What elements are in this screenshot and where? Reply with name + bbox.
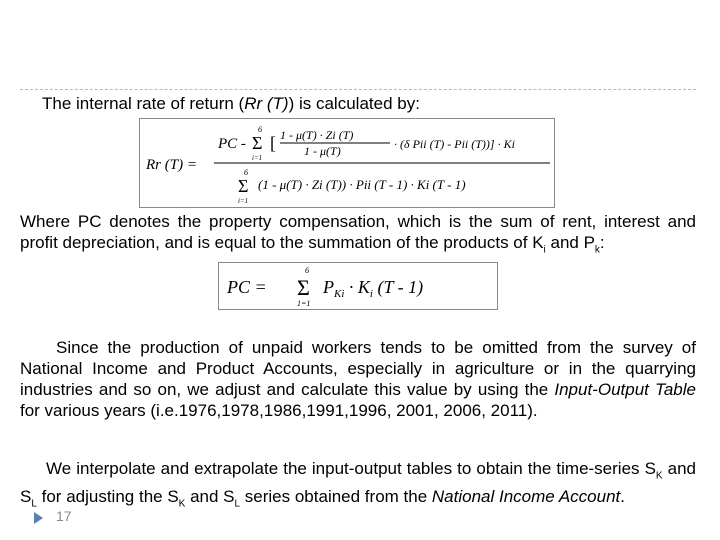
- sigma-2: Σ: [238, 176, 249, 196]
- irr-formula: [139, 118, 555, 208]
- pc-lhs: PC =: [227, 277, 267, 297]
- formula-lhs: Rr (T) =: [146, 157, 197, 173]
- pc-sum-top: 6: [305, 266, 309, 275]
- sum-bot-1: i=1: [252, 154, 263, 162]
- pc-sigma: Σ: [297, 275, 310, 300]
- para3-text-c: for adjusting the S: [36, 487, 179, 507]
- para2-text-b: for various years (i.e.1976,1978,1986,1991,1996, 2001, 2006, 2011).: [20, 401, 538, 420]
- para3-sub-l2: L: [234, 498, 241, 510]
- para1-text-b: and P: [545, 233, 595, 252]
- para2-text-a: Since the production of unpaid workers tends to be omitted from the survey of National Income and Product Accounts, especially in agriculture or in the quarrying industries and so on, we adjust and calculate this value by using the: [20, 338, 696, 399]
- heading-suffix: ) is calculated by:: [288, 94, 420, 113]
- para3-text-a: We interpolate and extrapolate the input-output tables to obtain the time-series S: [46, 459, 656, 478]
- para3-sub-k2: K: [178, 498, 186, 510]
- para3-italic: National Income Account: [431, 487, 621, 507]
- sum-bot-2: i=1: [238, 197, 249, 205]
- para3-sub-l: L: [31, 498, 37, 510]
- heading-prefix: The internal rate of return (: [42, 94, 245, 113]
- numerator-post: · (δ Pii (T) - Pii (T))] · Ki: [394, 137, 515, 151]
- para2-italic: Input-Output Table: [554, 380, 696, 399]
- para1-sub-k: k: [594, 244, 600, 256]
- slide-heading: [42, 94, 420, 114]
- para3-text-b: and S: [20, 459, 697, 507]
- inner-frac-top: 1 - μ(T) · Zi (T): [280, 128, 354, 142]
- top-divider: [20, 89, 696, 90]
- para3-text-d: and S: [185, 487, 235, 507]
- pc-sum-bot: 1=1: [297, 299, 311, 308]
- numerator-pre: PC -: [218, 136, 246, 152]
- para1-text-a: Where PC denotes the property compensation, which is the sum of rent, interest and profit depreciation, and is equal to the summation of the products of K: [20, 212, 696, 252]
- para1-sub-i: i: [543, 244, 546, 256]
- sum-top-1: 6: [258, 125, 262, 134]
- pc-formula: [218, 262, 498, 310]
- inner-frac-bot: 1 - μ(T): [304, 144, 341, 158]
- page-number: 17: [56, 508, 72, 524]
- para3-sub-k: K: [655, 470, 663, 482]
- denominator: (1 - μ(T) · Zi (T)) · Pii (T - 1) · Ki (T - 1): [258, 177, 466, 192]
- para3-text-e: series obtained from the: [240, 487, 432, 507]
- heading-symbol: Rr (T): [244, 94, 289, 113]
- bracket-open: [: [270, 133, 276, 153]
- para3-text-f: .: [620, 487, 625, 507]
- paragraph-pc-definition: [20, 211, 696, 260]
- para1-text-c: :: [599, 233, 605, 252]
- sum-top-2: 6: [244, 168, 248, 177]
- bullet-arrow-icon: [34, 512, 43, 524]
- paragraph-interpolate: [20, 458, 696, 515]
- pc-rhs: $P_{Ki} \cdot K_i$ (T - 1): [323, 277, 424, 300]
- paragraph-unpaid-workers: [20, 337, 696, 421]
- sigma-1: Σ: [252, 133, 263, 153]
